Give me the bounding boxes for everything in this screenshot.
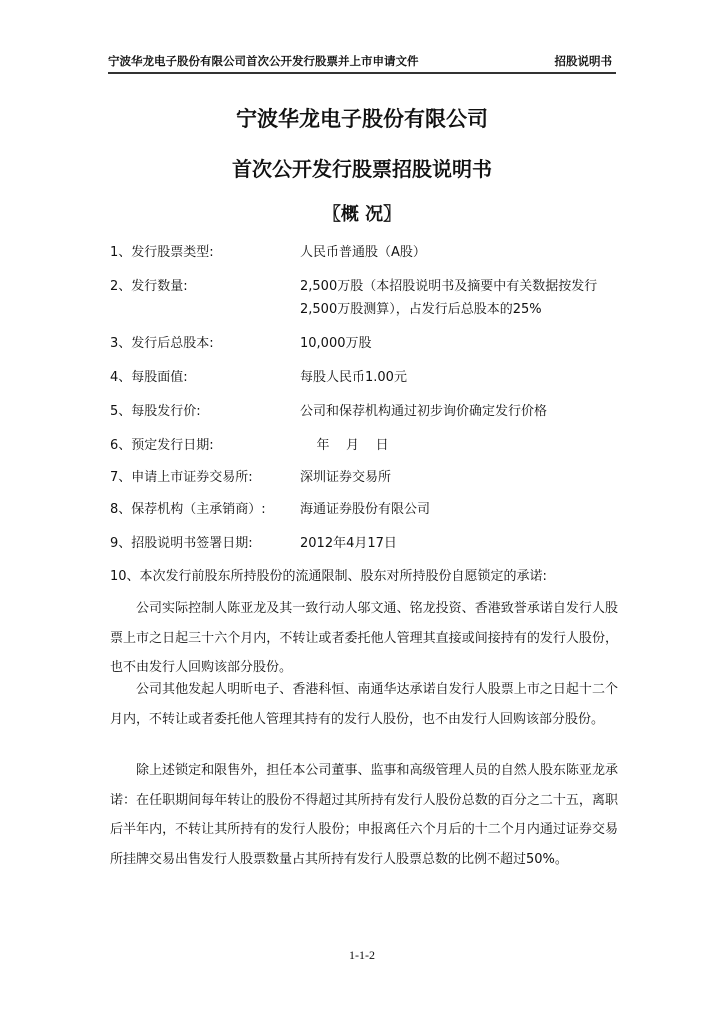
item-label: 6、预定发行日期: — [110, 438, 214, 453]
item-label: 8、保荐机构（主承销商）: — [110, 502, 266, 517]
body-paragraph: 公司实际控制人陈亚龙及其一致行动人邬文通、铭龙投资、香港致誉承诺自发行人股票上市之日起三十六个月内，不转让或者委托他人管理其直接或间接持有的发行人股份，也不由发行人回购该部分股份。 — [110, 601, 618, 675]
item-label: 5、每股发行价: — [110, 404, 201, 419]
item-value: 海通证券股份有限公司 — [300, 502, 431, 517]
header-section-title: 招股说明书 — [554, 54, 612, 68]
item-value: 人民币普通股（A股） — [300, 245, 426, 260]
item-label: 9、招股说明书签署日期: — [110, 536, 253, 551]
page-number: 1-1-2 — [349, 948, 375, 962]
body-paragraph: 除上述锁定和限售外，担任本公司董事、监事和高级管理人员的自然人股东陈亚龙承诺：在任职期间每年转让的股份不得超过其所持有发行人股份总数的百分之二十五，离职后半年内，不转让其所持有的发行人股份；申报离任六个月后的十二个月内通过证券交易所挂牌交易出售发行人股票数量占其所持有发行人股票总数的比例不超过50%。 — [110, 763, 618, 867]
lockup-heading: 10、本次发行前股东所持股份的流通限制、股东对所持股份自愿锁定的承诺: — [110, 569, 547, 584]
company-title: 宁波华龙电子股份有限公司 — [236, 107, 488, 131]
body-paragraph: 公司其他发起人明昕电子、香港科恒、南通华达承诺自发行人股票上市之日起十二个月内，不转让或者委托他人管理其持有的发行人股份，也不由发行人回购该部分股份。 — [110, 682, 618, 727]
section-title: 〖概 况〗 — [322, 204, 402, 225]
document-title: 首次公开发行股票招股说明书 — [232, 157, 492, 181]
item-label: 3、发行后总股本: — [110, 336, 214, 351]
item-value: 公司和保荐机构通过初步询价确定发行价格 — [300, 404, 548, 419]
item-label: 4、每股面值: — [110, 370, 188, 385]
item-value: 年 月 日 — [300, 438, 389, 453]
item-label: 2、发行数量: — [110, 279, 188, 294]
item-label: 7、申请上市证券交易所: — [110, 470, 253, 485]
page-header — [108, 50, 616, 74]
item-value: 深圳证券交易所 — [300, 470, 392, 485]
header-document-title: 宁波华龙电子股份有限公司首次公开发行股票并上市申请文件 — [108, 54, 419, 68]
item-value: 2012年4月17日 — [300, 536, 397, 551]
item-value: 2,500万股（本招股说明书及摘要中有关数据按发行2,500万股测算），占发行后总股本的25% — [300, 279, 598, 317]
item-value: 10,000万股 — [300, 336, 372, 351]
item-value: 每股人民币1.00元 — [300, 370, 407, 385]
item-label: 1、发行股票类型: — [110, 245, 214, 260]
